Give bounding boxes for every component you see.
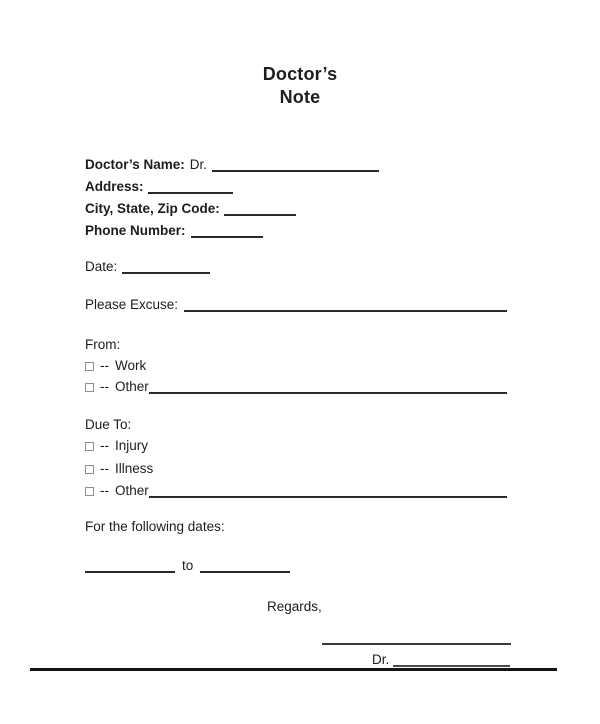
due-to-section-label: Due To:: [85, 417, 132, 432]
address-blank[interactable]: [148, 192, 233, 194]
due-other-blank[interactable]: [149, 496, 507, 498]
due-other-option: [85, 483, 507, 499]
city-state-zip-row: [85, 201, 296, 217]
signature-line[interactable]: [322, 643, 511, 645]
please-excuse-label: Please Excuse:: [85, 297, 179, 312]
doctor-name-label: Doctor’s Name:: [85, 157, 185, 172]
date-label: Date:: [85, 259, 118, 274]
signature-name-blank[interactable]: [393, 665, 510, 667]
from-other-blank[interactable]: [149, 392, 507, 394]
from-other-label: Other: [115, 379, 149, 394]
injury-dash: --: [100, 438, 109, 453]
address-label: Address:: [85, 179, 144, 194]
document-title-line2: Note: [279, 87, 321, 107]
due-illness-option: [85, 461, 153, 477]
signature-dr-prefix: Dr.: [372, 652, 390, 667]
date-range-separator: to: [182, 558, 194, 573]
due-other-label: Other: [115, 483, 149, 498]
document-title-line1: Doctor’s: [262, 64, 338, 84]
bottom-divider-rule: [30, 668, 557, 671]
injury-label: Injury: [115, 438, 149, 453]
phone-blank[interactable]: [191, 236, 263, 238]
work-dash: --: [100, 358, 109, 373]
date-range-end-blank[interactable]: [200, 571, 290, 573]
following-dates-label: For the following dates:: [85, 519, 225, 534]
city-state-zip-blank[interactable]: [224, 214, 296, 216]
please-excuse-blank[interactable]: [184, 310, 507, 312]
illness-dash: --: [100, 461, 109, 476]
date-range-row: [85, 558, 290, 574]
please-excuse-row: [85, 297, 507, 313]
regards-text: Regards,: [267, 599, 322, 614]
doctor-name-blank[interactable]: [212, 170, 379, 172]
document-title: [0, 63, 600, 109]
illness-checkbox[interactable]: [85, 465, 94, 474]
illness-label: Illness: [115, 461, 154, 476]
phone-row: [85, 223, 263, 239]
from-work-option: [85, 358, 146, 374]
work-checkbox[interactable]: [85, 362, 94, 371]
doctor-signature-row: [372, 652, 510, 668]
from-other-checkbox[interactable]: [85, 383, 94, 392]
address-row: [85, 179, 233, 195]
city-state-zip-label: City, State, Zip Code:: [85, 201, 220, 216]
due-other-dash: --: [100, 483, 109, 498]
date-range-start-blank[interactable]: [85, 571, 175, 573]
work-label: Work: [115, 358, 147, 373]
date-row: [85, 259, 210, 275]
doctor-name-row: [85, 157, 379, 173]
from-other-option: [85, 379, 507, 395]
phone-label: Phone Number:: [85, 223, 186, 238]
date-blank[interactable]: [122, 272, 210, 274]
injury-checkbox[interactable]: [85, 442, 94, 451]
from-other-dash: --: [100, 379, 109, 394]
due-injury-option: [85, 438, 148, 454]
due-other-checkbox[interactable]: [85, 487, 94, 496]
from-section-label: From:: [85, 337, 121, 352]
doctor-name-prefix: Dr.: [189, 157, 208, 172]
